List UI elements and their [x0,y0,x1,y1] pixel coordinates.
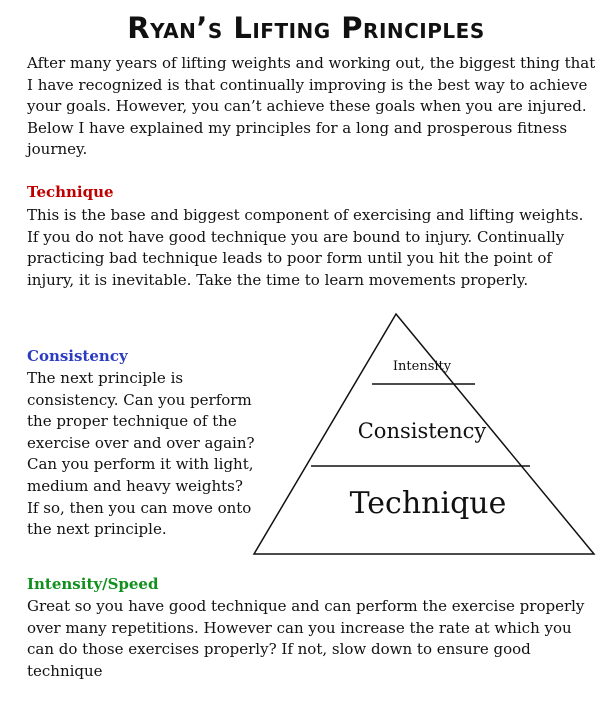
pyramid-label-technique: Technique [349,486,507,521]
document-title: Ryan’s Lifting Principles [127,11,485,45]
intensity-heading: Intensity/Speed [27,575,159,593]
consistency-heading: Consistency [27,347,128,365]
consistency-paragraph: The next principle is consistency. Can you perform the proper technique of the exercise over and over again? Can you perform it with light, medium and heavy weights? If so, then you can move onto the next principle. [27,369,255,539]
pyramid-label-intensity: Intensity [392,359,452,374]
intensity-paragraph: Great so you have good technique and can perform the exercise properly over many repetitions. However can you increase the rate at which you can do those exercises properly? If not, slow down to ensure good technique [27,597,585,680]
technique-heading: Technique [27,183,114,201]
intro-paragraph: After many years of lifting weights and working out, the biggest thing that I have recognized is that continually improving is the best way to achieve your goals. However, you can’t achieve these goals when you are injured. Below I have explained my principles for a long and prosperous fitness journey. [27,54,596,159]
technique-paragraph: This is the base and biggest component of exercising and lifting weights. If you do not have good technique you are bound to injury. Continually practicing bad technique leads to poor form until you hit the point of injury, it is inevitable. Take the time to learn movements properly. [27,206,584,289]
pyramid-label-consistency: Consistency [357,419,487,443]
principles-pyramid [250,308,602,558]
